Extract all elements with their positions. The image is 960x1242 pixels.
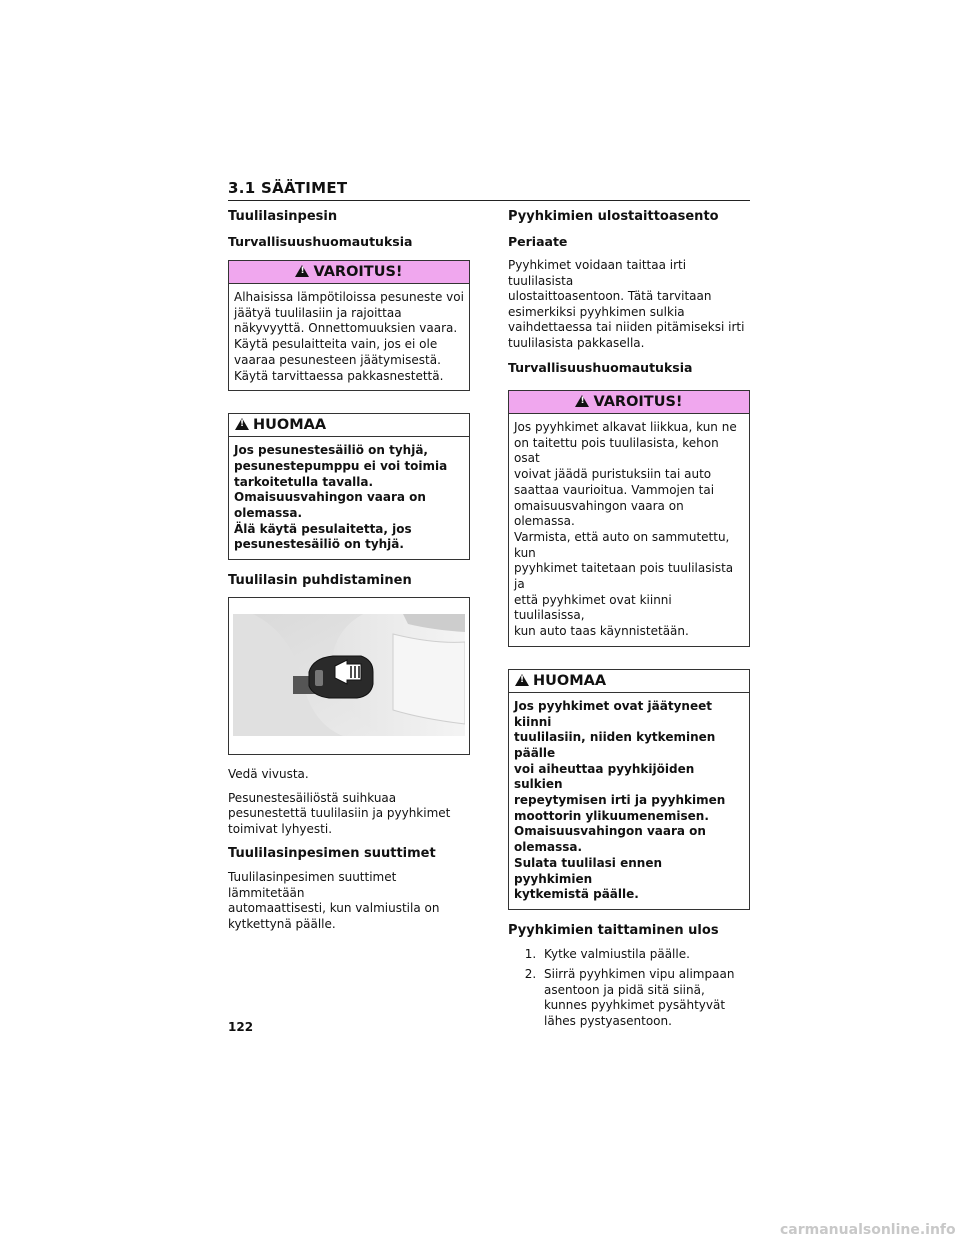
note-line: Omaisuusvahingon vaara on olemassa.: [514, 824, 706, 855]
note-text: [509, 693, 749, 909]
fold-out-steps-list: [508, 947, 750, 1030]
heading-wiper-fold-out: Pyyhkimien ulostaittoasento: [508, 209, 719, 224]
instruction-pull-lever: Vedä vivusta.: [228, 767, 309, 782]
list-item: 1. Kytke valmiustila päälle.: [540, 947, 750, 963]
section-title: 3.1 SÄÄTIMET: [228, 179, 348, 197]
warning-text: [229, 284, 469, 390]
note-line: Älä käytä pesulaitetta, jos: [234, 521, 412, 536]
text-line: tuulilasista pakkasella.: [508, 335, 645, 350]
warning-line: on taitettu pois tuulilasista, kehon osat: [514, 435, 719, 466]
note-line: Jos pyyhkimet ovat jäätyneet kiinni: [514, 698, 712, 729]
note-line: moottorin ylikuumenemisen.: [514, 808, 709, 823]
warning-line: jäätyä tuulilasiin ja rajoittaa: [234, 305, 402, 320]
warning-line: että pyyhkimet ovat kiinni tuulilasissa,: [514, 592, 672, 623]
heading-washer-nozzles: Tuulilasinpesimen suuttimet: [228, 846, 436, 862]
principle-text: [508, 258, 750, 351]
warning-line: vaaraa pesunesteen jäätymisestä.: [234, 352, 441, 367]
note-line: repeytymisen irti ja pyyhkimen: [514, 793, 726, 808]
warning-line: Käytä tarvittaessa pakkasnestettä.: [234, 368, 444, 383]
note-header: [509, 670, 749, 693]
caution-triangle-icon: [515, 674, 529, 686]
text-line: esimerkiksi pyyhkimen sulkia: [508, 304, 685, 319]
heading-fold-out-steps: Pyyhkimien taittaminen ulos: [508, 922, 719, 938]
note-title: HUOMAA: [533, 672, 607, 689]
warning-line: Jos pyyhkimet alkavat liikkua, kun ne: [514, 420, 737, 434]
warning-header: [509, 391, 749, 414]
note-line: Sulata tuulilasi ennen pyyhkimien: [514, 855, 663, 886]
note-line: tarkoitetulla tavalla.: [234, 474, 374, 489]
text-line: automaattisesti, kun valmiustila on: [228, 901, 440, 916]
warning-line: omaisuusvahingon vaara on olemassa.: [514, 498, 684, 529]
caution-triangle-icon: [235, 418, 249, 430]
heading-principle: Periaate: [508, 234, 568, 249]
warning-line: saattaa vaurioitua. Vammojen tai: [514, 482, 715, 497]
heading-safety-notes-right: Turvallisuushuomautuksia: [508, 360, 693, 375]
heading-windshield-cleaning: Tuulilasin puhdistaminen: [228, 573, 412, 589]
note-line: pesunestepumppu ei voi toimia: [234, 458, 448, 473]
note-line: pesunestesäiliö on tyhjä.: [234, 537, 404, 552]
warning-box-wipers: [508, 390, 750, 647]
text-line: kytkettynä päälle.: [228, 916, 336, 931]
warning-line: voivat jäädä puristuksiin tai auto: [514, 467, 712, 482]
note-title: HUOMAA: [253, 417, 327, 434]
section-header: [228, 178, 750, 201]
heading-safety-notes: Turvallisuushuomautuksia: [228, 234, 413, 249]
warning-line: Alhaisissa lämpötiloissa pesuneste voi: [234, 290, 464, 304]
text-line: ulostaittoasentoon. Tätä tarvitaan: [508, 289, 712, 303]
note-line: voi aiheuttaa pyyhkijöiden sulkien: [514, 761, 695, 792]
note-line: kytkemistä päälle.: [514, 887, 639, 902]
note-box-washer: [228, 413, 470, 560]
text-line: pesunestettä tuulilasiin ja pyyhkimet: [228, 806, 451, 821]
warning-line: Käytä pesulaitteita vain, jos ei ole: [234, 337, 438, 352]
warning-line: näkyvyyttä. Onnettomuuksien vaara.: [234, 321, 458, 336]
note-line: Jos pesunestesäiliö on tyhjä,: [234, 443, 428, 458]
note-header: [229, 414, 469, 437]
watermark: carmanualsonline.info: [780, 1222, 956, 1238]
text-line: Pesunestesäiliöstä suihkuaa: [228, 790, 397, 805]
note-line: tuulilasiin, niiden kytkeminen päälle: [514, 730, 716, 760]
warning-line: pyyhkimet taitetaan pois tuulilasista ja: [514, 561, 734, 592]
warning-title: VAROITUS!: [593, 394, 683, 410]
washer-description: [228, 791, 470, 838]
text-line: toimivat lyhyesti.: [228, 821, 333, 836]
list-item: 2. Siirrä pyyhkimen vipu alimpaan asentoon ja pidä sitä siinä, kunnes pyyhkimet pysähtyvät lähes pystyasentoon.: [540, 967, 750, 1029]
lever-pull-icon: [233, 614, 465, 736]
text-line: Tuulilasinpesimen suuttimet lämmitetään: [228, 870, 397, 900]
nozzles-description: [228, 870, 470, 932]
warning-line: kun auto taas käynnistetään.: [514, 624, 689, 639]
note-text: [229, 437, 469, 559]
text-line: Pyyhkimet voidaan taittaa irti tuulilasista: [508, 258, 687, 288]
note-line: Omaisuusvahingon vaara on olemassa.: [234, 490, 426, 521]
note-box-wipers: [508, 669, 750, 910]
page-number: 122: [228, 1020, 254, 1034]
right-column: [508, 208, 750, 1034]
warning-text: [509, 414, 749, 646]
wiper-lever-illustration: [228, 597, 470, 755]
warning-triangle-icon: [295, 265, 309, 277]
warning-header: [229, 261, 469, 284]
warning-line: Varmista, että auto on sammutettu, kun: [514, 529, 730, 560]
text-line: vaihdettaessa tai niiden pitämiseksi irti: [508, 320, 745, 334]
left-column: [228, 208, 470, 940]
warning-box-washer: [228, 260, 470, 391]
warning-title: VAROITUS!: [313, 264, 403, 280]
heading-washer: Tuulilasinpesin: [228, 209, 338, 224]
warning-triangle-icon: [575, 395, 589, 407]
